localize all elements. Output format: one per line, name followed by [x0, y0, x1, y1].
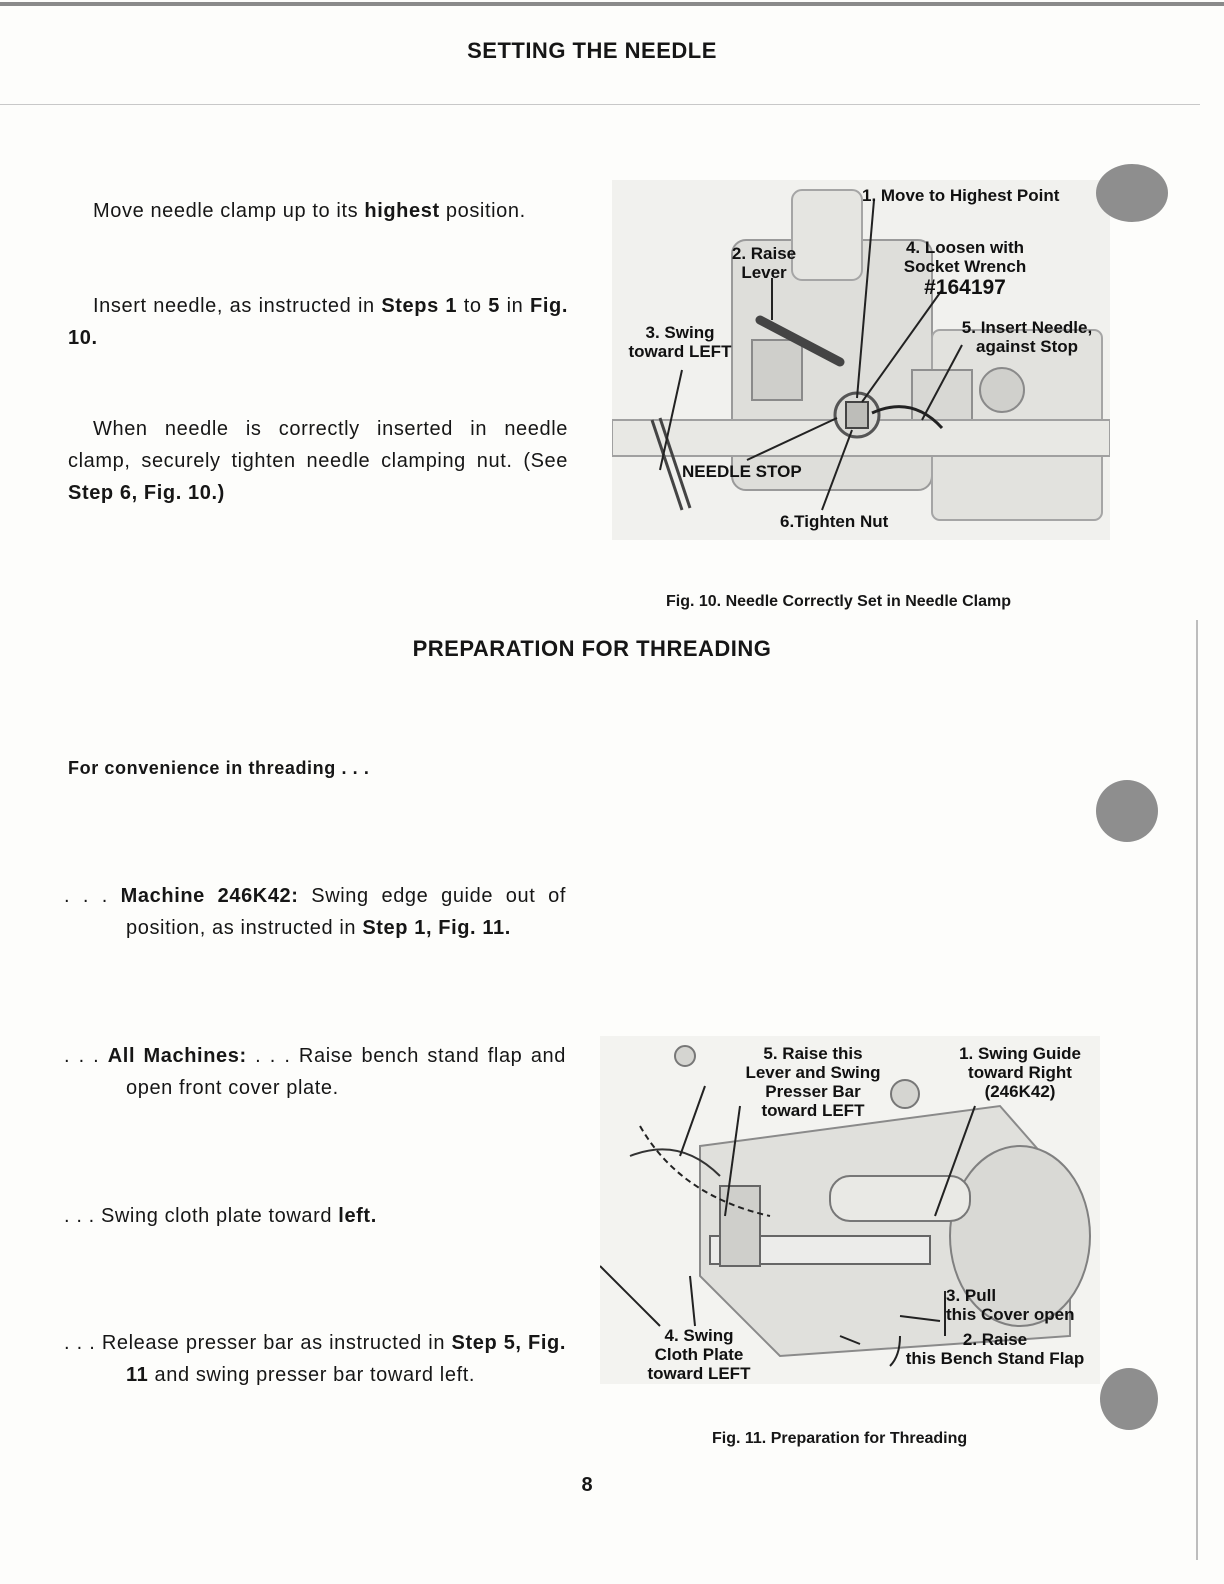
- fig10-label-tighten-nut: 6.Tighten Nut: [780, 512, 889, 531]
- fig10-label-insert-needle: 5. Insert Needle, against Stop: [961, 318, 1093, 356]
- fig10-label-swing-left: 3. Swing toward LEFT: [628, 323, 732, 361]
- fig11-label-pull-cover: 3. Pull this Cover open: [946, 1286, 1075, 1324]
- binder-hole-middle: [1096, 780, 1158, 842]
- page-number: 8: [581, 1474, 593, 1496]
- intro-line: For convenience in threading . . .: [68, 758, 370, 778]
- fig10-label-raise-lever: 2. Raise Lever: [731, 244, 797, 282]
- paragraph-tighten-nut: When needle is correctly inserted in needle clamp, securely tighten needle clamping nut. (See Step 6, Fig. 10.): [68, 418, 568, 504]
- item-machine-246k42: . . . Machine 246K42: Swing edge guide out of position, as instructed in Step 1, Fig. 11.: [64, 885, 566, 939]
- figure-10-illustration: [612, 180, 1110, 540]
- figure-11-caption: Fig. 11. Preparation for Threading: [712, 1430, 968, 1447]
- figure-10-caption: Fig. 10. Needle Correctly Set in Needle Clamp: [666, 593, 1011, 610]
- item-release-presser-bar: . . . Release presser bar as instructed in Step 5, Fig. 11 and swing presser bar toward left.: [64, 1332, 566, 1386]
- page-edge-line: [1196, 620, 1198, 1560]
- top-rule: [0, 2, 1224, 6]
- fig11-label-raise-lever-presser: 5. Raise this Lever and Swing Presser Bar toward LEFT: [745, 1044, 881, 1120]
- binder-hole-bottom: [1100, 1368, 1158, 1430]
- page-title: SETTING THE NEEDLE: [467, 38, 717, 63]
- fig10-label-loosen-wrench: 4. Loosen with Socket Wrench #164197: [903, 238, 1027, 299]
- fig11-label-swing-cloth-plate: 4. Swing Cloth Plate toward LEFT: [647, 1326, 751, 1383]
- paragraph-raise-clamp: Move needle clamp up to its highest position.: [93, 200, 526, 222]
- fig10-label-needle-stop: NEEDLE STOP: [682, 462, 802, 481]
- figure-11-illustration: [600, 1036, 1100, 1384]
- header-rule: [0, 104, 1200, 105]
- item-all-machines: . . . All Machines: . . . Raise bench stand flap and open front cover plate.: [64, 1045, 566, 1099]
- binder-hole-top: [1096, 164, 1168, 222]
- fig11-label-raise-flap: 2. Raise this Bench Stand Flap: [905, 1330, 1085, 1368]
- fig10-label-move-highest: 1. Move to Highest Point: [862, 186, 1060, 205]
- fig11-label-swing-guide: 1. Swing Guide toward Right (246K42): [959, 1044, 1081, 1101]
- section-title-preparation: PREPARATION FOR THREADING: [412, 636, 772, 661]
- paragraph-insert-needle: Insert needle, as instructed in Steps 1 to 5 in Fig. 10.: [68, 295, 568, 349]
- item-swing-cloth-plate: . . . Swing cloth plate toward left.: [64, 1205, 377, 1227]
